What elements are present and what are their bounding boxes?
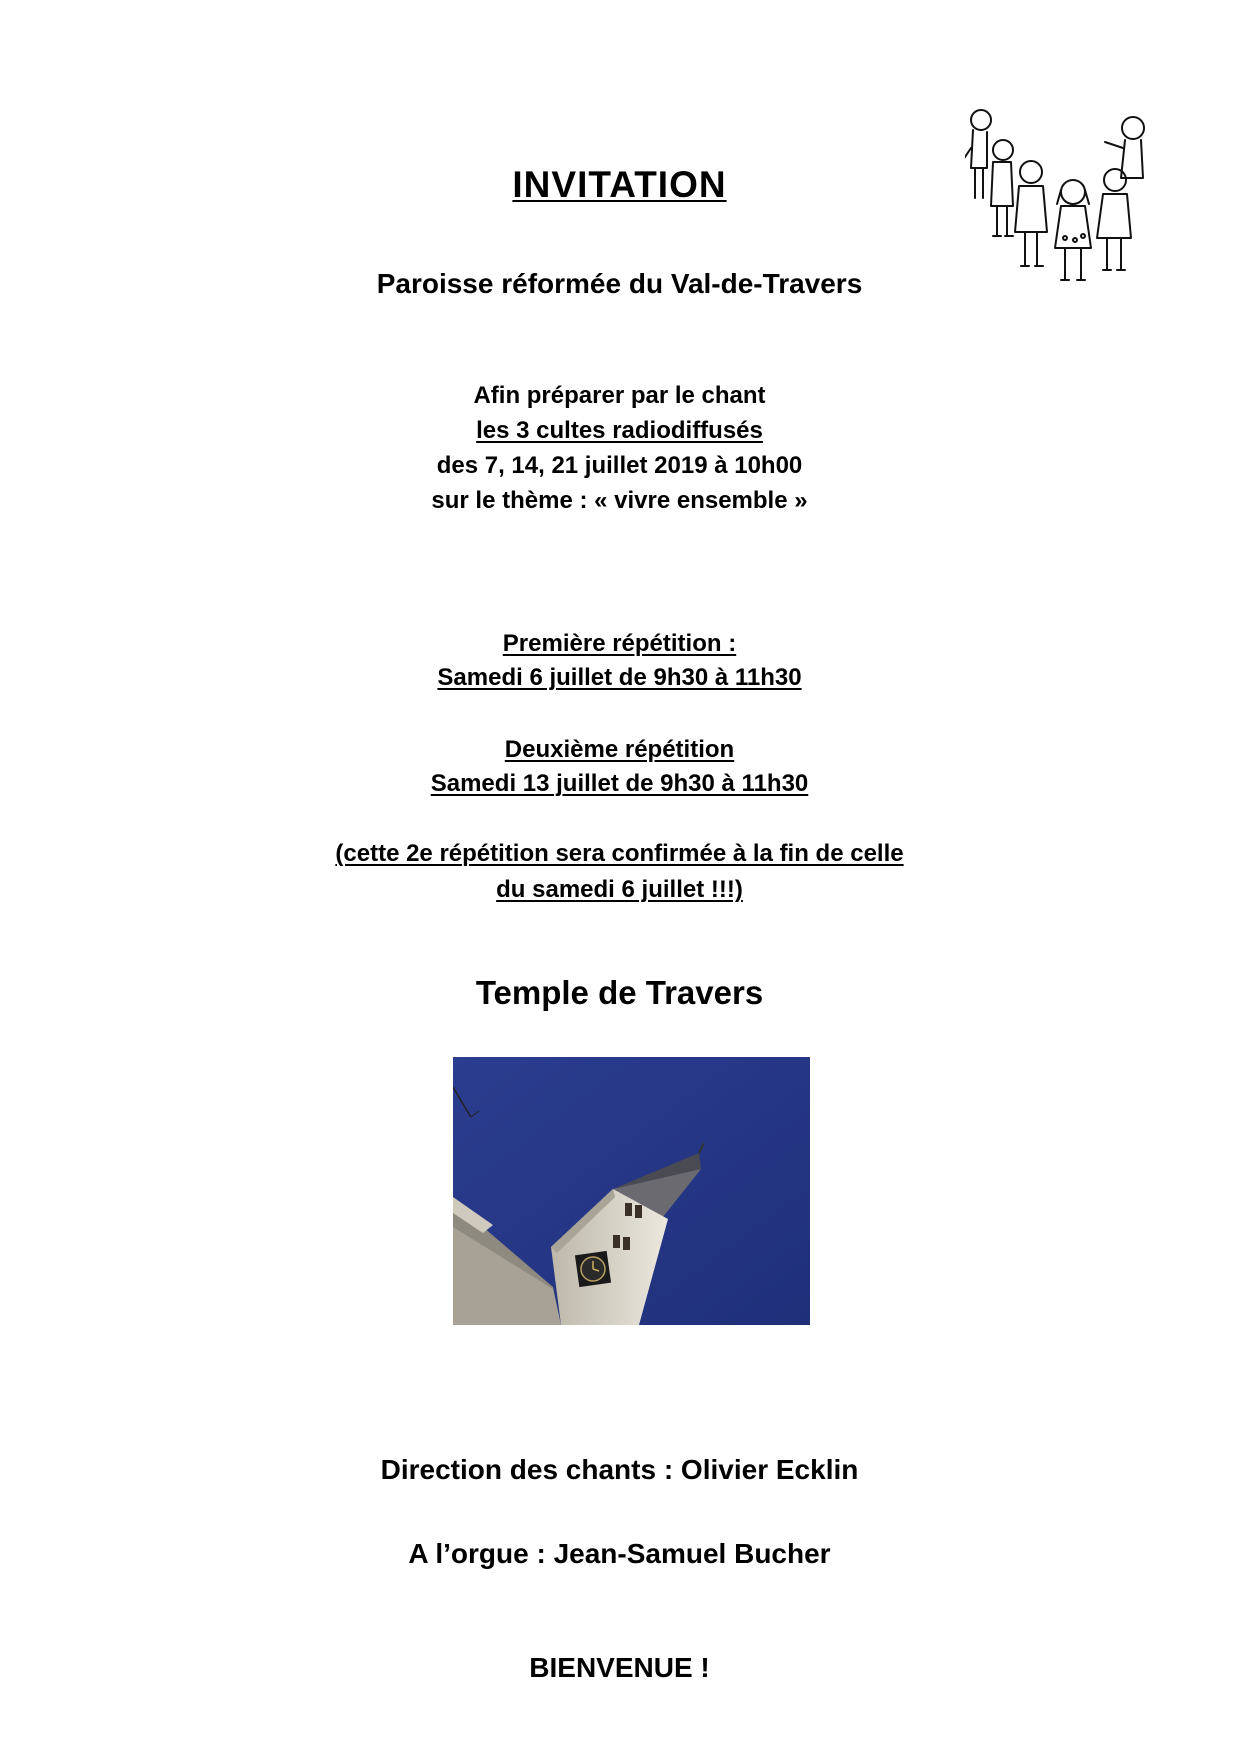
first-rehearsal-label: Première répétition : [502, 630, 737, 657]
parish-name: Paroisse réformée du Val-de-Travers [376, 268, 863, 299]
intro-line-3: des 7, 14, 21 juillet 2019 à 10h00 [436, 452, 803, 479]
welcome-text: BIENVENUE ! [529, 1652, 710, 1683]
venue-name: Temple de Travers [475, 974, 764, 1011]
rehearsal-note-line-2: du samedi 6 juillet !!!) [496, 876, 743, 903]
choir-director: Direction des chants : Olivier Ecklin [380, 1454, 859, 1485]
intro-line-1: Afin préparer par le chant [473, 382, 766, 409]
rehearsal-note-line-1: (cette 2e répétition sera confirmée à la fin de celle [335, 840, 904, 867]
intro-line-4: sur le thème : « vivre ensemble » [431, 487, 808, 514]
second-rehearsal-label: Deuxième répétition [504, 736, 735, 763]
page-title: INVITATION [512, 164, 727, 205]
organist: A l’orgue : Jean-Samuel Bucher [408, 1538, 831, 1569]
intro-line-2: les 3 cultes radiodiffusés [476, 417, 763, 444]
church-tower-photo [453, 1057, 810, 1325]
second-rehearsal-date: Samedi 13 juillet de 9h30 à 11h30 [430, 770, 809, 797]
singing-children-icon [965, 108, 1145, 298]
first-rehearsal-date: Samedi 6 juillet de 9h30 à 11h30 [437, 664, 802, 691]
